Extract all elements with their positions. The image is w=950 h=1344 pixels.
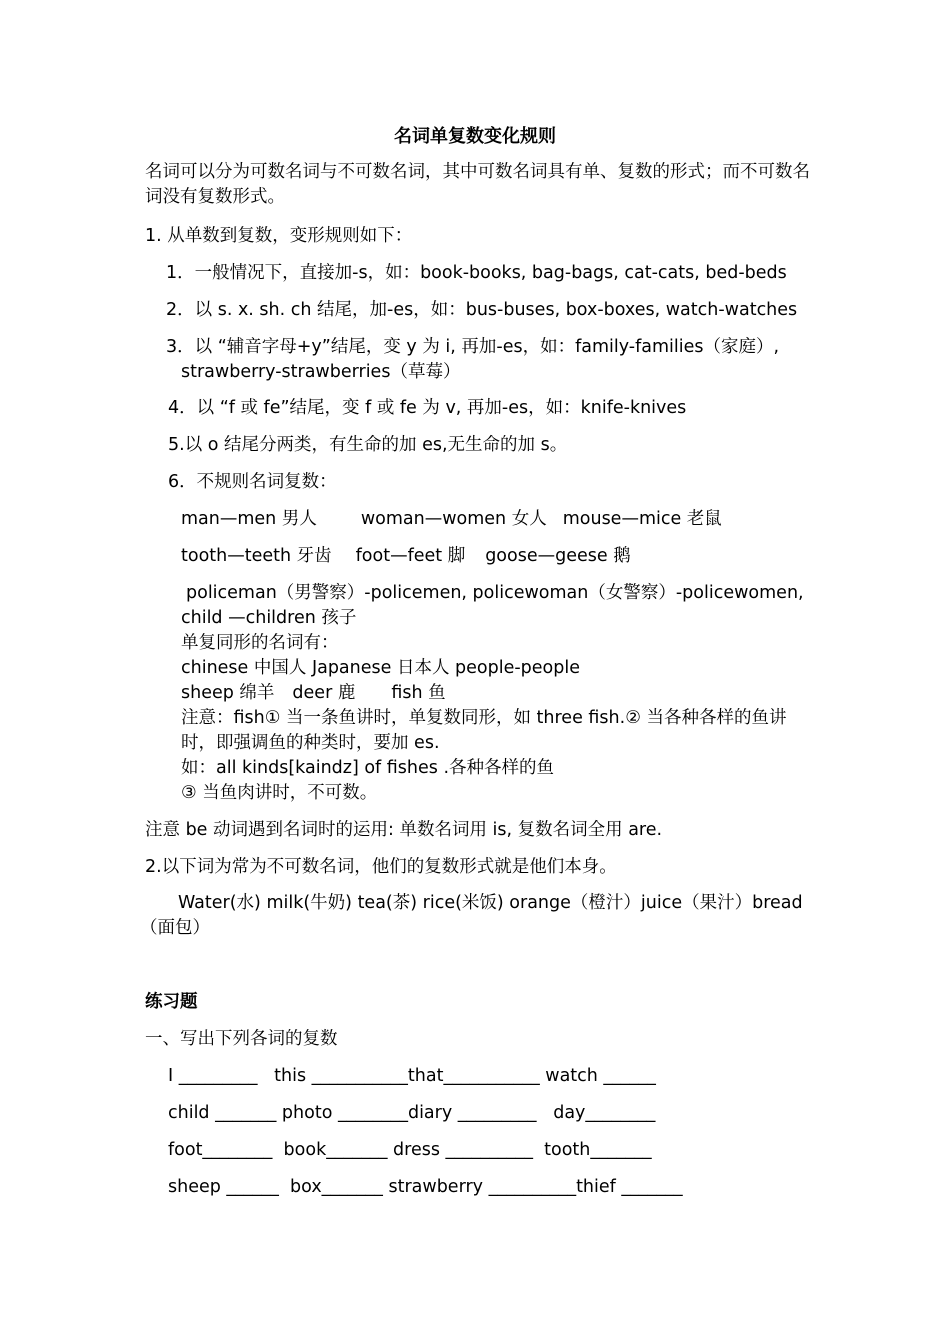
irregular-row-3: policeman（男警察）-policemen, policewoman（女警察）-policewomen, bbox=[186, 583, 804, 603]
exercise-row-3: foot________ book_______ dress __________ tooth_______ bbox=[168, 1140, 652, 1160]
section-2-heading: 2.以下词为常为不可数名词，他们的复数形式就是他们本身。 bbox=[145, 857, 617, 877]
uncountable-line: Water(水) milk(牛奶) tea(茶) rice(米饭) orange（橙汁）juice（果汁）bread bbox=[178, 893, 803, 913]
rule-3-continued: strawberry-strawberries（草莓） bbox=[181, 362, 461, 382]
rule-2: 2．以 s. x. sh. ch 结尾，加-es，如：bus-buses, box-boxes, watch-watches bbox=[166, 300, 798, 320]
irregular-row-1 bbox=[181, 507, 722, 532]
irregular-item: foot—feet 脚 bbox=[355, 546, 466, 566]
section-1-heading: 1. 从单数到复数，变形规则如下： bbox=[145, 226, 413, 246]
rule-4: 4．以 “f 或 fe”结尾，变 f 或 fe 为 v, 再加-es，如：knife-knives bbox=[168, 398, 687, 418]
exercise-title: 练习题 bbox=[145, 992, 198, 1012]
uncountable-line-continued: （面包） bbox=[140, 918, 210, 938]
same-form-item: fish 鱼 bbox=[391, 683, 446, 703]
rule-5: 5.以 o 结尾分两类，有生命的加 es,无生命的加 s。 bbox=[168, 435, 568, 455]
rule-1: 1．一般情况下，直接加-s，如：book-books, bag-bags, cat-cats, bed-beds bbox=[166, 263, 787, 283]
fish-note-1-continued: 时，即强调鱼的种类时，要加 es. bbox=[181, 733, 440, 753]
same-form-item: deer 鹿 bbox=[292, 683, 356, 703]
irregular-item: tooth—teeth 牙齿 bbox=[181, 546, 332, 566]
irregular-row-2 bbox=[181, 544, 631, 569]
fish-note-1: 注意：fish① 当一条鱼讲时，单复数同形，如 three fish.② 当各种各样的鱼讲 bbox=[181, 708, 787, 728]
exercise-row-4: sheep ______ box_______ strawberry __________thief _______ bbox=[168, 1177, 683, 1197]
irregular-item: mouse—mice 老鼠 bbox=[562, 509, 722, 529]
exercise-row-1: I _________ this ___________that___________ watch ______ bbox=[168, 1066, 656, 1086]
irregular-row-3-continued: child —children 孩子 bbox=[181, 608, 357, 628]
exercise-subheading: 一、写出下列各词的复数 bbox=[145, 1029, 338, 1049]
same-form-item: sheep 绵羊 bbox=[181, 683, 275, 703]
rule-3: 3．以 “辅音字母+y”结尾，变 y 为 i, 再加-es，如：family-families（家庭）, bbox=[166, 337, 780, 357]
be-verb-note: 注意 be 动词遇到名词时的运用: 单数名词用 is, 复数名词全用 are. bbox=[145, 820, 663, 840]
fish-note-3: ③ 当鱼肉讲时，不可数。 bbox=[181, 783, 378, 803]
irregular-item: woman—women 女人 bbox=[360, 509, 547, 529]
same-form-line-2 bbox=[181, 681, 446, 706]
irregular-item: man—men 男人 bbox=[181, 509, 317, 529]
same-form-heading: 单复同形的名词有： bbox=[181, 633, 339, 653]
irregular-item: goose—geese 鹅 bbox=[485, 546, 631, 566]
fish-note-2: 如：all kinds[kaindz] of fishes .各种各样的鱼 bbox=[181, 758, 555, 778]
rule-6: 6．不规则名词复数： bbox=[168, 472, 337, 492]
same-form-line-1: chinese 中国人 Japanese 日本人 people-people bbox=[181, 658, 580, 678]
exercise-row-2: child _______ photo ________diary _________ day________ bbox=[168, 1103, 656, 1123]
intro-paragraph: 名词可以分为可数名词与不可数名词，其中可数名词具有单、复数的形式；而不可数名词没有复数形式。 bbox=[145, 162, 810, 207]
page-title: 名词单复数变化规则 bbox=[394, 126, 556, 147]
